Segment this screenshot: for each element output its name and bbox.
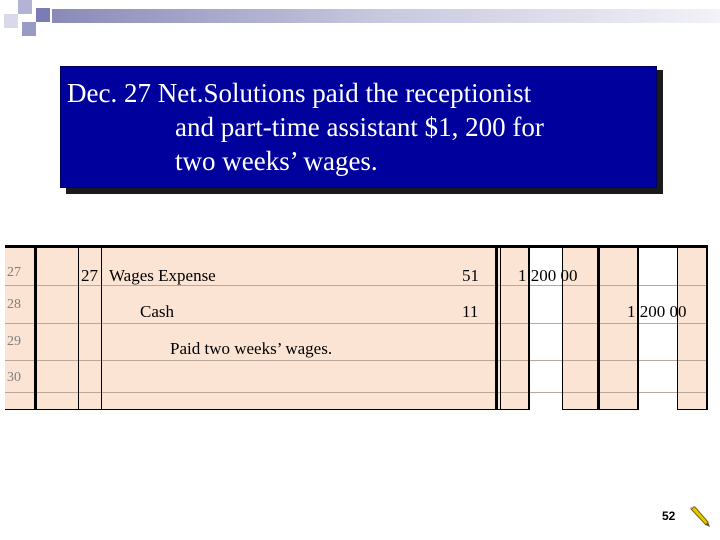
pencil-icon <box>688 505 712 529</box>
row-divider <box>5 323 706 324</box>
entry-day: 27 <box>81 266 98 285</box>
column-divider <box>677 248 678 409</box>
entry-explanation: Paid two weeks’ wages. <box>170 339 333 358</box>
line-number: 29 <box>7 334 21 349</box>
page-number: 52 <box>662 509 676 523</box>
post-ref: 11 <box>462 302 479 321</box>
account-title: Wages Expense <box>109 266 216 285</box>
line-number: 28 <box>7 297 21 312</box>
row-divider <box>5 392 706 393</box>
column-divider <box>637 248 639 409</box>
title-line-2: and part-time assistant $1, 200 for <box>175 112 544 142</box>
column-divider <box>500 248 501 409</box>
credit-amount: 1 200 00 <box>627 302 687 321</box>
column-divider <box>597 248 600 409</box>
line-number: 30 <box>7 370 21 385</box>
debit-amount: 1 200 00 <box>518 266 578 285</box>
post-ref: 51 <box>462 266 479 285</box>
title-line-1: Dec. 27 Net.Solutions paid the receptionist <box>67 78 532 108</box>
column-divider <box>34 248 37 409</box>
column-divider <box>101 248 102 409</box>
journal-table <box>5 245 708 410</box>
decorative-squares-icon <box>0 0 60 44</box>
account-title: Cash <box>140 302 174 321</box>
column-divider <box>495 248 498 409</box>
slide-title <box>60 66 657 188</box>
column-divider <box>78 248 79 409</box>
title-line-3: two weeks’ wages. <box>175 146 378 176</box>
credit-cents-column <box>639 248 677 410</box>
line-number: 27 <box>7 265 21 280</box>
header-bar <box>52 9 720 23</box>
row-divider <box>5 360 706 361</box>
